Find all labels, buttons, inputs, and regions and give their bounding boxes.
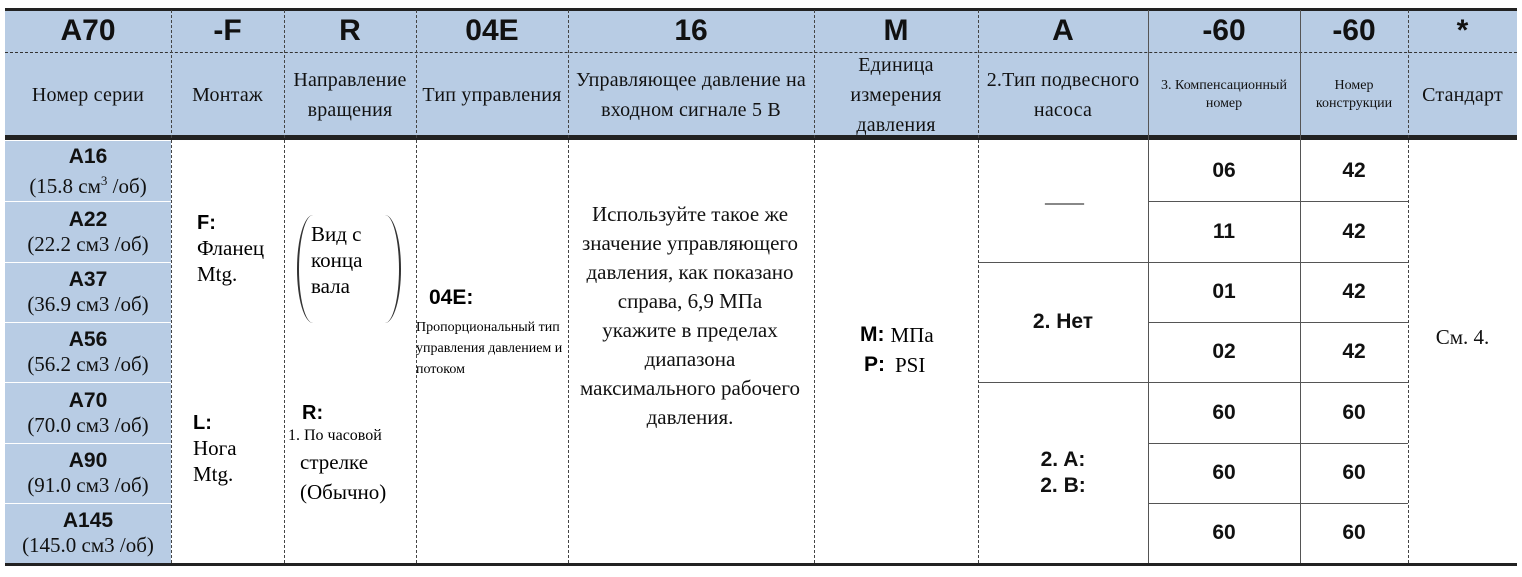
header-divider <box>5 52 1517 53</box>
bottom-rule <box>5 563 1517 566</box>
model-displacement: (56.2 см3 /об) <box>27 352 149 376</box>
code-rotation: R <box>339 14 361 47</box>
pump-type-a: 2. A: <box>1040 447 1086 471</box>
control-desc: Пропорциональный тип управления давлением и потоком <box>416 320 563 377</box>
unit-m-code: M: <box>860 323 885 346</box>
comp-cell: 02 <box>1212 340 1236 363</box>
model-displacement: (145.0 см3 /об) <box>22 533 154 557</box>
mounting-f-code: F: <box>197 212 216 234</box>
rotation-view-text: Вид с конца вала <box>311 222 363 298</box>
model-name: A145 <box>62 509 114 532</box>
model-name: A16 <box>68 144 108 168</box>
pump-type-ab <box>978 382 1148 563</box>
model-name: A37 <box>68 268 108 291</box>
pump-type-b: 2. B: <box>1040 473 1086 497</box>
header-compensation: 3. Компенсационный номер <box>1161 77 1287 111</box>
rotation-r-desc: 1. По часовой <box>288 427 382 444</box>
design-cell: 60 <box>1342 400 1366 424</box>
comp-cell: 60 <box>1212 461 1236 484</box>
code-pump-type: A <box>1052 14 1074 47</box>
pump-type-none: 2. Нет <box>1032 310 1094 333</box>
control-code: 04E: <box>429 286 474 309</box>
code-design: -60 <box>1332 14 1376 47</box>
header-control-type: Тип управления <box>422 83 562 106</box>
design-cell: 42 <box>1342 219 1366 243</box>
unit-mpa <box>860 320 970 350</box>
code-unit: M <box>883 14 909 47</box>
model-row-a16 <box>5 141 171 201</box>
design-cell: 42 <box>1342 340 1366 363</box>
model-row-a90 <box>5 443 171 503</box>
code-mounting: -F <box>213 14 242 47</box>
model-row-a145 <box>5 503 171 563</box>
header-design-number: Номер конструкции <box>1315 77 1393 111</box>
header-mounting: Монтаж <box>192 83 263 106</box>
header-rotation: Направление вращения <box>293 68 407 121</box>
header-pressure-unit: Единица измерения давления <box>850 53 942 136</box>
design-cell: 60 <box>1342 461 1366 484</box>
rotation-r-text: стрелке (Обычно) <box>300 450 387 504</box>
rotation-clockwise <box>288 402 416 507</box>
unit-m-text: МПа <box>890 323 934 347</box>
rotation-view-parenthesis <box>297 215 401 323</box>
model-displacement: (91.0 см3 /об) <box>27 473 149 497</box>
comp-cell: 06 <box>1212 159 1236 182</box>
comp-cell: 60 <box>1212 400 1236 424</box>
mounting-flange <box>197 212 283 287</box>
model-row-a56 <box>5 322 171 382</box>
code-standard: * <box>1456 14 1469 47</box>
header-bottom-rule <box>5 135 1517 140</box>
model-displacement: (36.9 см3 /об) <box>27 292 149 316</box>
model-name: A22 <box>68 207 108 231</box>
code-series: A70 <box>60 14 116 47</box>
rotation-r-code: R: <box>302 402 324 424</box>
model-name: A56 <box>68 328 108 351</box>
unit-p-text: PSI <box>895 353 926 377</box>
model-displacement: (22.2 см3 /об) <box>27 231 149 256</box>
unit-p-code: P: <box>864 353 885 376</box>
design-cell: 60 <box>1342 521 1366 544</box>
header-series-number: Номер серии <box>31 83 145 106</box>
mounting-foot <box>193 412 273 487</box>
mounting-l-text: Нога Mtg. <box>193 436 237 486</box>
design-cell: 42 <box>1342 159 1366 182</box>
model-row-a22 <box>5 201 171 262</box>
model-displacement: (15.8 $см^3$ /об) <box>29 172 147 198</box>
header-pump-type: 2.Тип подвесного насоса <box>986 68 1140 121</box>
comp-cell: 01 <box>1212 280 1236 303</box>
control-04e <box>416 287 568 380</box>
mounting-f-text: Фланец Mtg. <box>197 236 265 286</box>
pilot-pressure-note: Используйте такое же значение управляющего давления, как показано справа, 6,9 МПа укажите в пределах диапазона максимального рабочего давления. <box>580 202 800 429</box>
unit-psi <box>860 350 970 380</box>
header-standard: Стандарт <box>1422 83 1503 106</box>
model-displacement: (70.0 см3 /об) <box>27 412 149 437</box>
pressure-units <box>860 320 970 380</box>
model-row-a70 <box>5 382 171 443</box>
code-pressure: 16 <box>674 14 708 47</box>
pump-type-dash: —— <box>1045 189 1081 214</box>
comp-cell: 11 <box>1212 219 1236 243</box>
model-row-a37 <box>5 262 171 322</box>
design-cell: 42 <box>1342 280 1366 303</box>
header-pilot-pressure: Управляющее давление на входном сигнале 5 В <box>576 68 806 121</box>
standard-note: См. 4. <box>1435 325 1490 349</box>
comp-cell: 60 <box>1212 521 1236 544</box>
code-control: 04E <box>465 14 519 47</box>
code-compensation: -60 <box>1202 14 1246 47</box>
model-name: A70 <box>68 388 108 412</box>
mounting-l-code: L: <box>193 412 212 434</box>
model-name: A90 <box>68 449 108 472</box>
